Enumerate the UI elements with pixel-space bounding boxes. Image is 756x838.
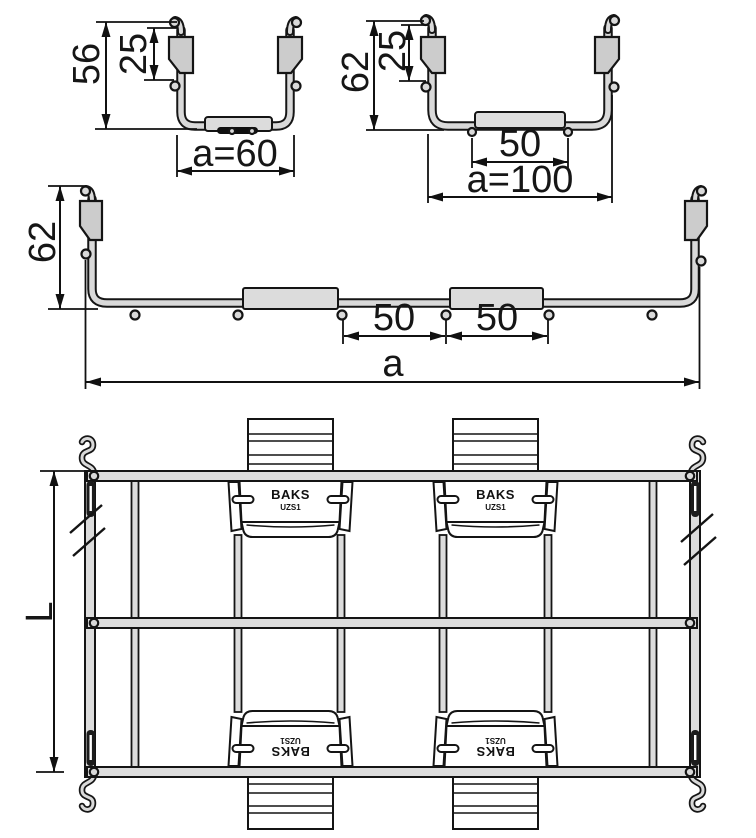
cross-wire-dot	[292, 82, 301, 91]
cross-wire-dot	[610, 83, 619, 92]
connector-slot	[233, 745, 254, 752]
cross-wire-dot	[564, 128, 572, 136]
baks-model-label: UZS1	[485, 503, 506, 512]
cross-wire-dot	[697, 257, 706, 266]
dim-label-50: 50	[475, 297, 519, 339]
baks-model-label: UZS1	[280, 736, 301, 745]
wire-end-dot	[686, 472, 694, 480]
wire-end-dot	[81, 187, 90, 196]
cross-wire-dot	[234, 311, 243, 320]
connector-slot	[533, 496, 554, 503]
cross-wire-dot	[171, 82, 180, 91]
baks-connector-plate	[434, 711, 558, 767]
dim-label-a: a	[382, 343, 404, 385]
dim-label-height-56: 56	[66, 42, 108, 86]
cross-wire-dot	[131, 311, 140, 320]
baks-connector-plate	[434, 481, 558, 537]
dim-label-a100: a=100	[466, 159, 574, 201]
dimension-a60	[177, 133, 294, 177]
cross-wire-bar	[87, 471, 697, 481]
edge-clamp-icon	[87, 730, 96, 766]
cross-wire-dot	[338, 311, 347, 320]
dim-label-25: 25	[372, 29, 414, 73]
dim-label-a60: a=60	[192, 133, 278, 175]
connector-wrap-top	[248, 419, 333, 471]
baks-brand-label: BAKS	[476, 744, 515, 759]
cross-wire-dot	[442, 311, 451, 320]
wire-end-dot	[90, 768, 98, 776]
connector-slot	[328, 745, 349, 752]
cross-wire-dot	[82, 250, 91, 259]
cross-wire-dot	[648, 311, 657, 320]
connector-slot	[328, 496, 349, 503]
dim-label-25: 25	[113, 32, 155, 76]
edge-clamp-icon	[691, 730, 700, 766]
dim-label-height-62: 62	[22, 220, 64, 264]
dim-label-50: 50	[498, 123, 542, 165]
connector-wrap-bottom	[248, 777, 333, 829]
connector-slot	[533, 745, 554, 752]
connector-slot	[233, 496, 254, 503]
wire-end-dot	[90, 472, 98, 480]
baks-brand-label: BAKS	[271, 744, 310, 759]
cross-wire-dot	[545, 311, 554, 320]
edge-clamp-icon	[691, 481, 700, 517]
baks-brand-label: BAKS	[476, 487, 515, 502]
wire-end-dot	[686, 619, 694, 627]
dim-label-height-62: 62	[335, 50, 377, 94]
baks-model-label: UZS1	[485, 736, 506, 745]
wire-end-dot	[686, 768, 694, 776]
bottom-splice-plate	[243, 288, 338, 309]
connector-slot	[438, 496, 459, 503]
baks-connector-plate	[229, 481, 353, 537]
connector-wrap-bottom	[453, 777, 538, 829]
cross-wire-bar	[87, 767, 697, 777]
wire-end-dot	[292, 18, 301, 27]
connector-wrap-top	[453, 419, 538, 471]
wire-end-dot	[610, 16, 619, 25]
wire-end-dot	[90, 619, 98, 627]
dim-label-length: L	[19, 601, 61, 623]
cross-wire-bar	[87, 618, 697, 628]
dim-label-50: 50	[372, 297, 416, 339]
wire-end-dot	[697, 187, 706, 196]
baks-brand-label: BAKS	[271, 487, 310, 502]
cross-wire-dot	[468, 128, 476, 136]
baks-model-label: UZS1	[280, 503, 301, 512]
plan-view	[19, 419, 716, 829]
connector-slot	[438, 745, 459, 752]
baks-connector-plate	[229, 711, 353, 767]
cross-wire-dot	[422, 83, 431, 92]
